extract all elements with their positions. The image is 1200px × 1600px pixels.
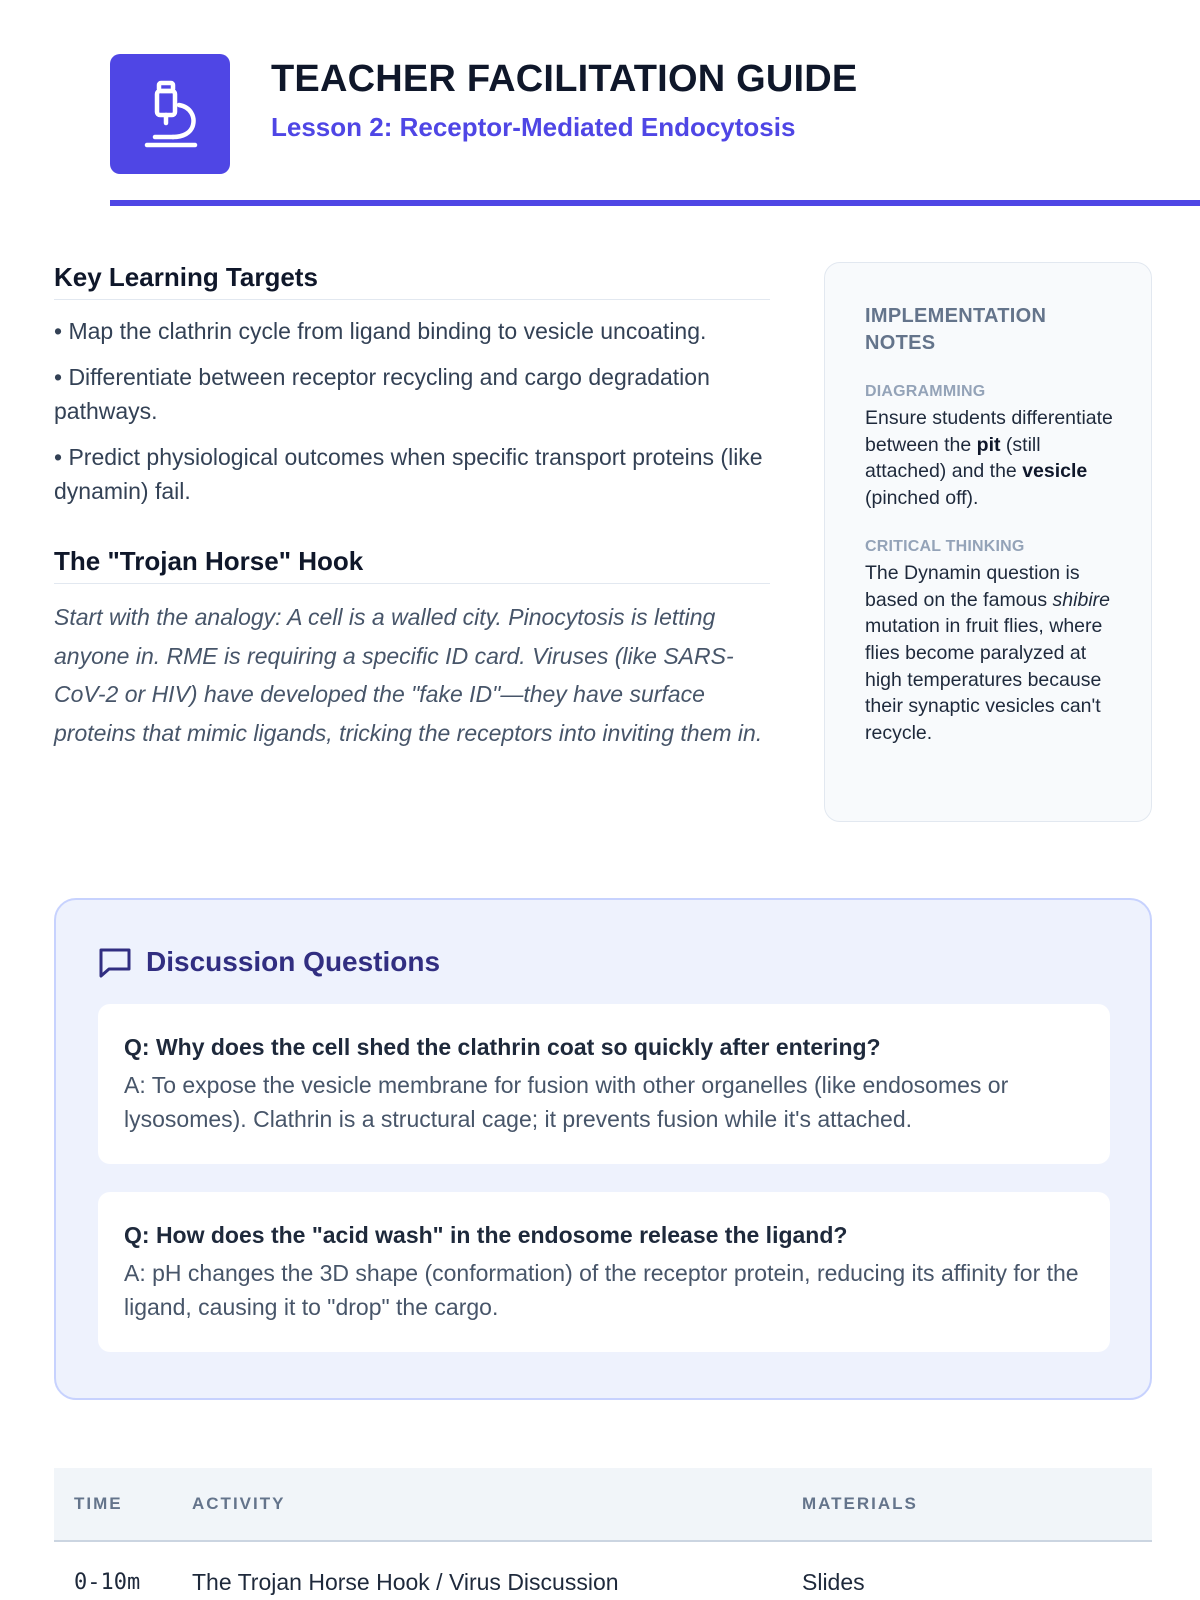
bold-term-vesicle: vesicle [1022,460,1088,483]
discussion-title: Discussion Questions [146,946,441,977]
microscope-icon [139,79,201,149]
notes-text-critical-thinking: The Dynamin question is based on the famous shibire mutation in fruit flies, where flies become paralyzed at high temperatures because their synaptic vesicles can't recycle. [865,561,1110,745]
bold-term-pit: pit [976,433,1001,456]
main-column [54,262,770,752]
italic-term-shibire: shibire [1052,588,1110,611]
header-divider [110,200,1200,206]
question-text: Q: Why does the cell shed the clathrin coat so quickly after entering? [124,1034,881,1060]
discussion-question-card [98,1004,1110,1164]
discussion-header [98,946,440,978]
page-title: TEACHER FACILITATION GUIDE [271,58,858,100]
notes-title: IMPLEMENTATION NOTES [865,305,1047,354]
hook-text: Start with the analogy: A cell is a walled city. Pinocytosis is letting anyone in. RME is requiring a specific ID card. Viruses (like SARS-CoV-2 or HIV) have developed the "fake ID"—they have surface proteins that mimic ligands, tricking the receptors into inviting them in. [54,604,763,746]
cell-materials: Slides [802,1568,865,1595]
discussion-questions-panel [54,898,1152,1400]
cell-activity: The Trojan Horse Hook / Virus Discussion [192,1568,619,1595]
page-header [56,0,1144,210]
hook-heading: The "Trojan Horse" Hook [54,546,770,584]
learning-target-item: • Predict physiological outcomes when specific transport proteins (like dynamin) fail. [54,444,763,504]
cell-time: 0-10m [74,1569,141,1595]
learning-target-item: • Differentiate between receptor recycling and cargo degradation pathways. [54,364,710,424]
learning-targets-list [54,314,770,508]
schedule-header-row [54,1468,1152,1542]
learning-targets-heading: Key Learning Targets [54,262,770,300]
answer-text: A: pH changes the 3D shape (conformation) of the receptor protein, reducing its affinity for the ligand, causing it to "drop" the cargo. [124,1260,1079,1320]
notes-text-diagramming: Ensure students differentiate between the pit (still attached) and the vesicle (pinched off). [865,407,1113,510]
discussion-question-card [98,1192,1110,1352]
column-header-time: TIME [74,1494,123,1513]
implementation-notes-card [824,262,1152,822]
notes-label-critical-thinking: CRITICAL THINKING [865,537,1025,555]
learning-target-item: • Map the clathrin cycle from ligand binding to vesicle uncoating. [54,318,707,344]
question-text: Q: How does the "acid wash" in the endosome release the ligand? [124,1222,848,1248]
table-row [54,1542,1152,1600]
schedule-table [54,1468,1152,1600]
lesson-subtitle: Lesson 2: Receptor-Mediated Endocytosis [271,112,796,142]
column-header-materials: MATERIALS [802,1494,918,1513]
chat-bubble-icon [98,946,132,978]
notes-label-diagramming: DIAGRAMMING [865,383,986,400]
answer-text: A: To expose the vesicle membrane for fusion with other organelles (like endosomes or lysosomes). Clathrin is a structural cage; it prevents fusion while it's attached. [124,1072,1009,1132]
logo-badge [110,54,230,174]
column-header-activity: ACTIVITY [192,1494,286,1513]
